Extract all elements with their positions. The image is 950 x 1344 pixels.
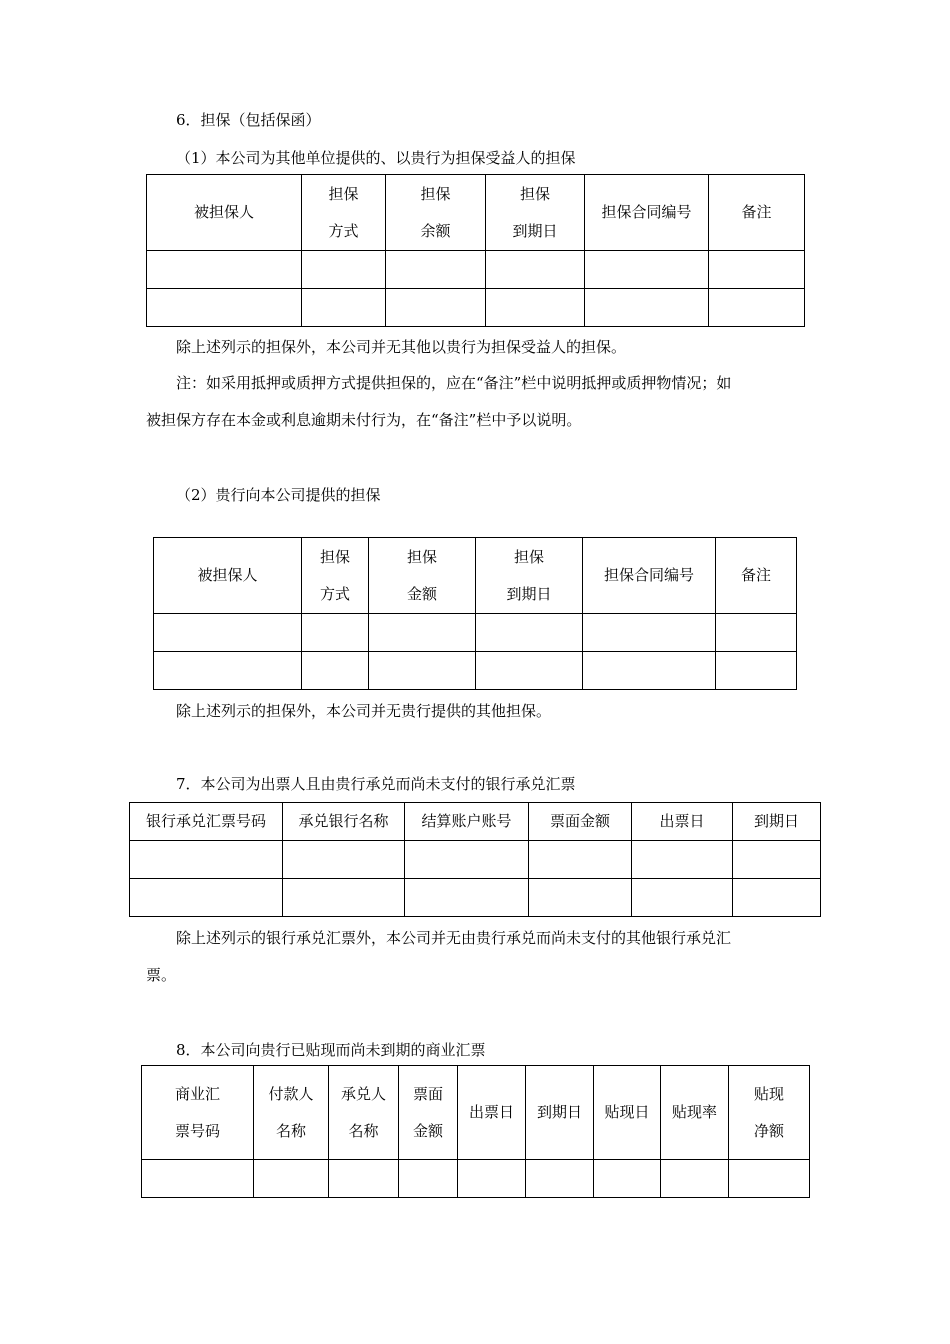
header-guaranteed-party: 被担保人 [147,175,302,251]
table-row [130,841,821,879]
table-row [130,879,821,917]
table-header-row [130,803,821,841]
header-payer-name: 付款人 名称 [254,1066,329,1160]
table-row [154,652,797,690]
header-face-amount: 票面 金额 [399,1066,458,1160]
guarantee-table-1 [146,174,805,327]
header-guarantee-method: 担保 方式 [302,538,369,614]
header-guarantee-amount: 担保 金额 [369,538,476,614]
section-6-1-subtitle: （1）本公司为其他单位提供的、以贵行为担保受益人的担保 [176,149,576,167]
table-header-row [147,175,805,251]
table-row [147,251,805,289]
header-guarantee-due-date: 担保 到期日 [486,175,585,251]
section-7-statement-line1: 除上述列示的银行承兑汇票外，本公司并无由贵行承兑而尚未支付的其他银行承兑汇 [176,929,732,947]
table-header-row [154,538,797,614]
header-guarantee-balance: 担保 余额 [386,175,486,251]
header-discount-date: 贴现日 [594,1066,661,1160]
header-guaranteed-party: 被担保人 [154,538,302,614]
table-row [142,1160,810,1198]
header-net-amount: 贴现 净额 [729,1066,810,1160]
acceptance-bill-table [129,802,821,917]
header-face-amount: 票面金额 [529,803,632,841]
header-bill-number: 商业汇 票号码 [142,1066,254,1160]
header-contract-number: 担保合同编号 [585,175,709,251]
header-due-date: 到期日 [733,803,821,841]
section-6-2-statement: 除上述列示的担保外，本公司并无贵行提供的其他担保。 [176,702,552,720]
header-remarks: 备注 [709,175,805,251]
header-due-date: 到期日 [526,1066,594,1160]
section-7-title: 7．本公司为出票人且由贵行承兑而尚未支付的银行承兑汇票 [176,775,576,793]
header-discount-rate: 贴现率 [661,1066,729,1160]
header-bank-name: 承兑银行名称 [283,803,405,841]
header-bill-number: 银行承兑汇票号码 [130,803,283,841]
table-row [154,614,797,652]
table-header-row [142,1066,810,1160]
section-6-title: 6．担保（包括保函） [176,111,321,129]
header-remarks: 备注 [716,538,797,614]
header-issue-date: 出票日 [632,803,733,841]
discounted-bill-table [141,1065,810,1198]
header-account-number: 结算账户账号 [405,803,529,841]
header-issue-date: 出票日 [458,1066,526,1160]
section-7-statement-line2: 票。 [146,966,177,984]
table-row [147,289,805,327]
header-contract-number: 担保合同编号 [583,538,716,614]
section-6-2-subtitle: （2）贵行向本公司提供的担保 [176,486,381,504]
section-6-1-note-line1: 注：如采用抵押或质押方式提供担保的，应在“备注”栏中说明抵押或质押物情况；如 [176,374,732,392]
header-acceptor-name: 承兑人 名称 [329,1066,399,1160]
guarantee-table-2 [153,537,797,690]
section-6-1-note-line2: 被担保方存在本金或利息逾期未付行为，在“备注”栏中予以说明。 [146,411,582,429]
header-guarantee-due-date: 担保 到期日 [476,538,583,614]
section-8-title: 8．本公司向贵行已贴现而尚未到期的商业汇票 [176,1041,486,1059]
header-guarantee-method: 担保 方式 [302,175,386,251]
section-6-1-statement: 除上述列示的担保外，本公司并无其他以贵行为担保受益人的担保。 [176,338,627,356]
